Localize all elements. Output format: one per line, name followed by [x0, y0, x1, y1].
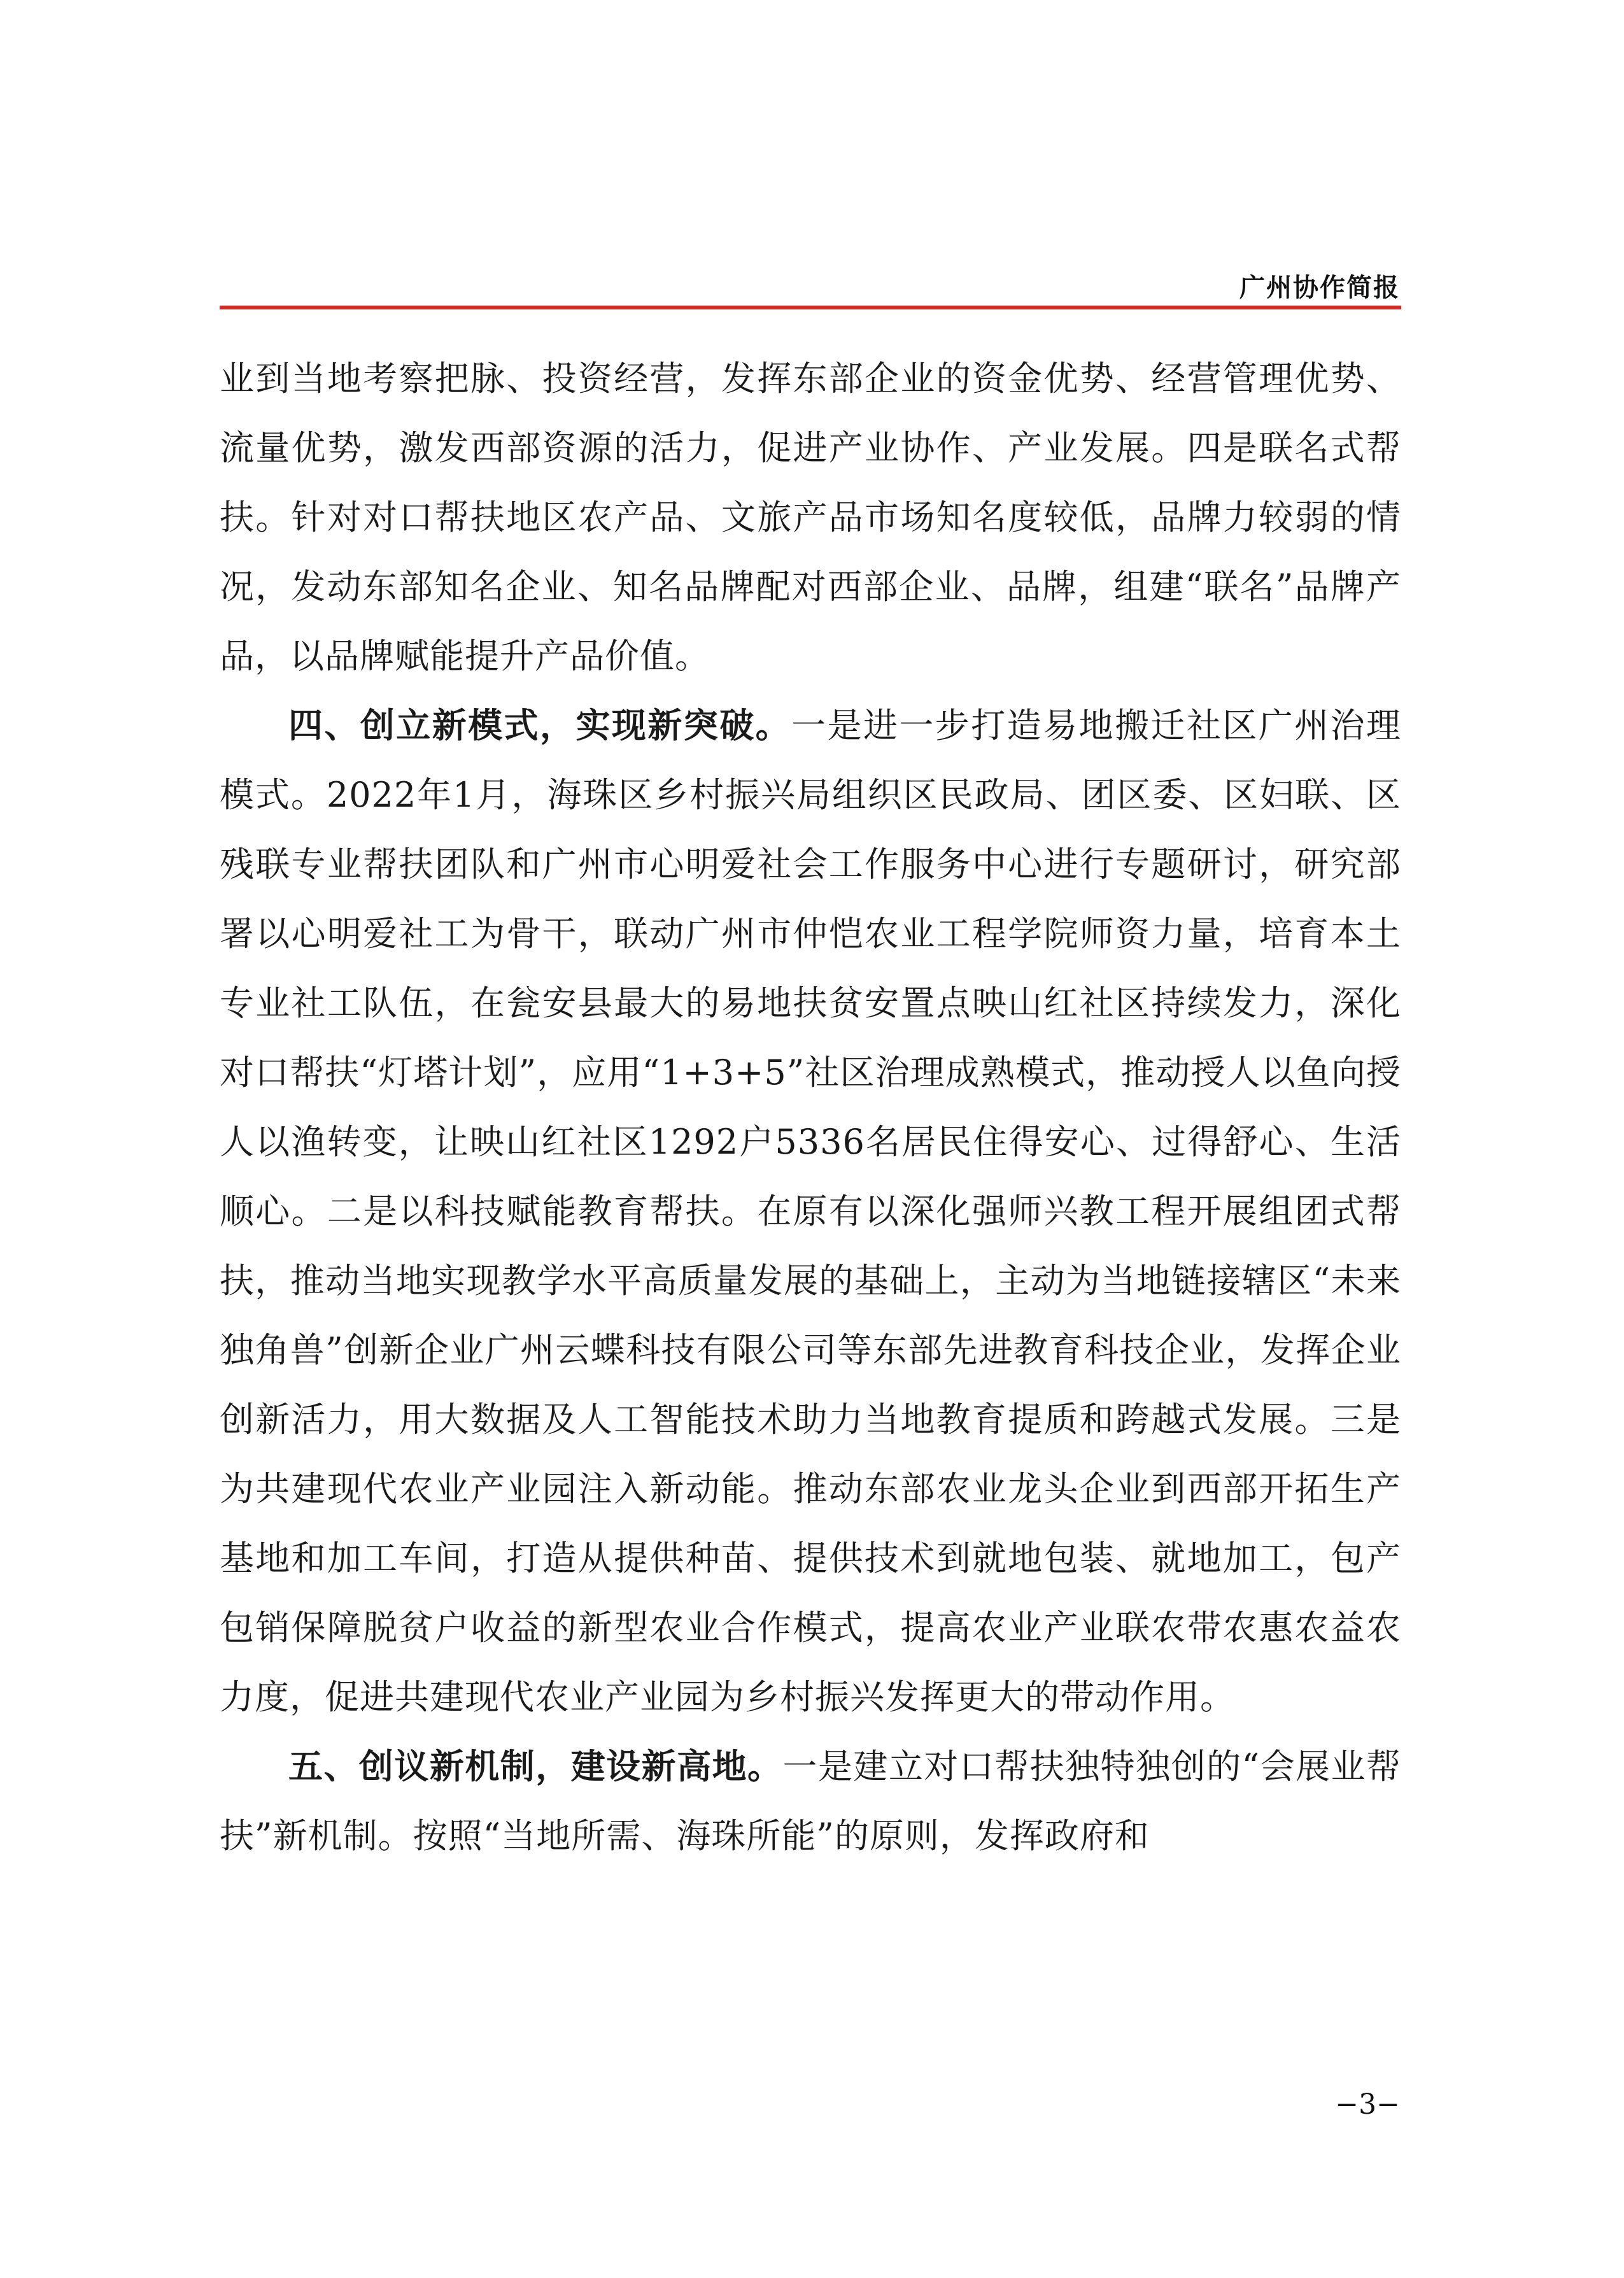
header-title: 广州协作简报 — [1239, 272, 1400, 302]
paragraph-text: 业到当地考察把脉、投资经营，发挥东部企业的资金优势、经营管理优势、流量优势，激发西部资源的活力，促进产业协作、产业发展。四是联名式帮扶。针对对口帮扶地区农产品、文旅产品市场知名度较低，品牌力较弱的情况，发动东部知名企业、知名品牌配对西部企业、品牌，组建“联名”品牌产品，以品牌赋能提升产品价值。 — [220, 358, 1401, 676]
paragraph-text: 一是进一步打造易地搬迁社区广州治理模式。2022年1月，海珠区乡村振兴局组织区民政局、团区委、区妇联、区残联专业帮扶团队和广州市心明爱社会工作服务中心进行专题研讨，研究部署以心明爱社工为骨干，联动广州市仲恺农业工程学院师资力量，培育本土专业社工队伍，在瓮安县最大的易地扶贫安置点映山红社区持续发力，深化对口帮扶“灯塔计划”，应用“1+3+5”社区治理成熟模式，推动授人以鱼向授人以渔转变，让映山红社区1292户5336名居民住得安心、过得舒心、生活顺心。二是以科技赋能教育帮扶。在原有以深化强师兴教工程开展组团式帮扶，推动当地实现教学水平高质量发展的基础上，主动为当地链接辖区“未来独角兽”创新企业广州云蝶科技有限公司等东部先进教育科技企业，发挥企业创新活力，用大数据及人工智能技术助力当地教育提质和跨越式发展。三是为共建现代农业产业园注入新动能。推动东部农业龙头企业到西部开拓生产基地和加工车间，打造从提供种苗、提供技术到就地包装、就地加工，包产包销保障脱贫户收益的新型农业合作模式，提高农业产业联农带农惠农益农力度，促进共建现代农业产业园为乡村振兴发挥更大的带动作用。 — [220, 705, 1402, 1717]
paragraph-text: 一是建立对口帮扶独特独创的“会展业帮扶”新机制。按照“当地所需、海珠所能”的原则，发挥政府和 — [220, 1746, 1401, 1856]
page-number: −3− — [1335, 2088, 1400, 2121]
section-heading: 五、创议新机制，建设新高地。 — [288, 1746, 783, 1786]
paragraph-section-four — [220, 691, 1401, 1732]
section-heading: 四、创立新模式，实现新突破。 — [288, 705, 792, 746]
paragraph-section-five — [220, 1732, 1401, 1871]
paragraph-continuation — [220, 344, 1401, 691]
header-rule — [220, 306, 1401, 309]
body-text — [220, 344, 1401, 1871]
